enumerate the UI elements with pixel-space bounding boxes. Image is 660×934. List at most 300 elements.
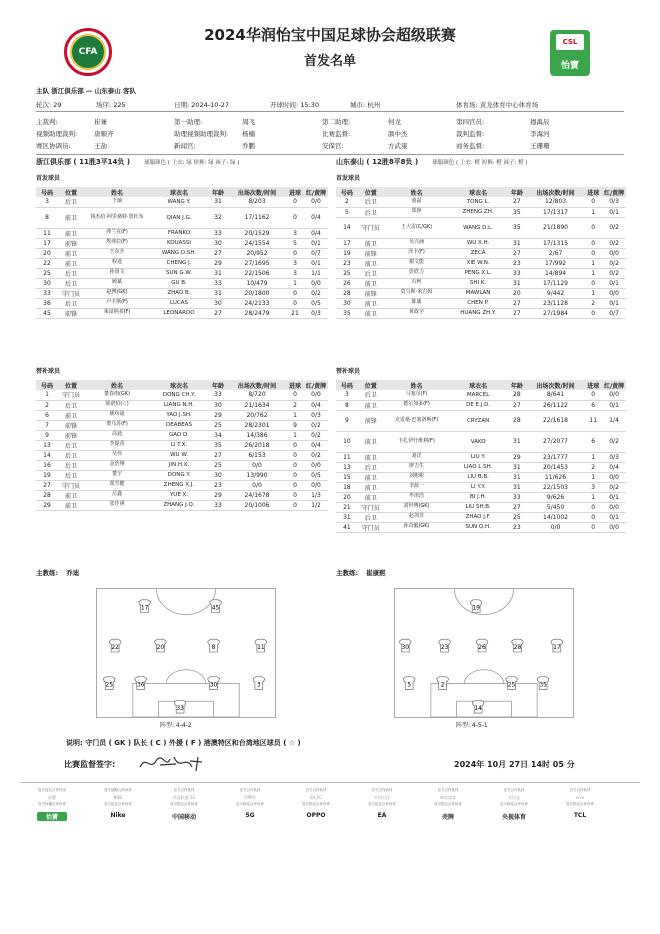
player-position: 前卫	[358, 278, 384, 288]
cfa-logo: CFA	[64, 28, 112, 76]
player-name: 郑雪健	[84, 480, 150, 490]
player-name: 埃弗拉(F)	[84, 238, 150, 248]
player-shirt	[154, 639, 166, 652]
goals: 0	[286, 197, 304, 207]
shirt-name: CRYZAN	[449, 410, 507, 431]
player-position: 守门员	[58, 288, 84, 298]
column-header: 位置	[358, 187, 384, 197]
player-age: 25	[208, 460, 228, 470]
away-formation: 阵型: 4-5-1	[456, 722, 488, 729]
table-row	[36, 460, 328, 470]
player-age: 25	[208, 420, 228, 430]
player-age: 23	[208, 480, 228, 490]
column-header: 出场次数/时间	[228, 380, 286, 390]
goals: 0	[286, 500, 304, 510]
cards: 0/0	[304, 278, 328, 288]
official-role: 助理视频助理裁判:	[174, 130, 229, 138]
appearances: 9/626	[527, 492, 585, 502]
page-title: 2024华润怡宝中国足球协会超级联赛	[204, 26, 456, 44]
player-number: 17	[36, 238, 58, 248]
svg-text:36: 36	[136, 682, 145, 689]
player-number: 31	[336, 512, 358, 522]
svg-text:5: 5	[407, 682, 412, 689]
column-header: 球衣名	[449, 187, 507, 197]
appearances: 20/1453	[527, 462, 585, 472]
goals: 0	[584, 238, 602, 248]
player-number: 16	[36, 460, 58, 470]
player-number: 8	[336, 400, 358, 410]
table-row	[336, 308, 626, 318]
sponsor-tag: 官方合作伙伴	[173, 788, 195, 792]
table-row	[36, 390, 328, 400]
home-starters-table	[36, 187, 328, 319]
goals: 21	[286, 308, 304, 318]
player-position: 后卫	[58, 400, 84, 410]
player-position: 前锋	[358, 410, 384, 431]
player-number: 20	[36, 248, 58, 258]
cards: 0/0	[602, 248, 626, 258]
sponsor-tag: 官方指定合作伙伴	[434, 802, 462, 806]
player-age: 23	[507, 522, 527, 532]
sponsor-tag: 官方合作伙伴	[503, 788, 525, 792]
table-row	[336, 268, 626, 278]
shirt-name: FRANKO	[150, 228, 208, 238]
column-header: 红/黄牌	[304, 380, 328, 390]
player-shirt	[537, 677, 549, 690]
player-number: 14	[36, 450, 58, 460]
player-position: 前卫	[358, 400, 384, 410]
player-position: 前卫	[358, 492, 384, 502]
sponsor-tag: 官方指定合作伙伴	[236, 802, 264, 806]
column-header: 红/黄牌	[602, 380, 626, 390]
cards: 0/3	[602, 452, 626, 462]
home-pitch	[96, 588, 276, 718]
player-age: 27	[507, 248, 527, 258]
sponsor-name: 支付宝	[508, 795, 520, 800]
official-role: 第四官员:	[456, 118, 485, 126]
cards: 0/1	[304, 258, 328, 268]
shirt-name: WANG D.L.	[449, 217, 507, 238]
shirt-name: DONG Y.	[150, 470, 208, 480]
appearances: 21/1634	[228, 400, 286, 410]
sponsor-logo[interactable]: 央视体育	[501, 814, 526, 821]
away-subs-table	[336, 380, 626, 533]
shirt-name: SUN Q.H.	[449, 522, 507, 532]
player-age: 29	[208, 258, 228, 268]
shirt-name: XIE W.N.	[449, 258, 507, 268]
player-name: 黄政宇	[384, 308, 450, 318]
player-age: 27	[507, 308, 527, 318]
appearances: 14/1002	[527, 512, 585, 522]
sponsor-logo[interactable]: Nike	[110, 812, 126, 819]
player-shirt	[208, 677, 220, 690]
goals: 1	[584, 472, 602, 482]
player-position: 后卫	[58, 278, 84, 288]
goals: 0	[584, 217, 602, 238]
column-header: 姓名	[84, 187, 150, 197]
svg-text:33: 33	[176, 706, 184, 713]
player-number: 11	[336, 452, 358, 462]
shirt-name: LIU B.B.	[449, 472, 507, 482]
player-position: 前卫	[358, 298, 384, 308]
table-row	[36, 480, 328, 490]
player-age: 31	[208, 268, 228, 278]
goals: 0	[584, 308, 602, 318]
column-header: 进球	[584, 187, 602, 197]
player-age: 31	[208, 197, 228, 207]
player-name: 泽卡(F)	[384, 248, 450, 258]
sponsor-tag: 官方指定合作伙伴	[302, 802, 330, 806]
player-number: 11	[36, 228, 58, 238]
goals: 9	[286, 420, 304, 430]
player-name: 莱昂纳多(F)	[84, 308, 150, 318]
cards: 0/1	[602, 512, 626, 522]
player-number: 14	[336, 217, 358, 238]
player-age: 30	[208, 238, 228, 248]
player-name: 赵博(GK)	[84, 288, 150, 298]
player-age: 35	[208, 440, 228, 450]
svg-text:35: 35	[539, 682, 547, 689]
player-age: 29	[208, 490, 228, 500]
goals: 0	[584, 248, 602, 258]
sponsor-tag: 官方冠名合作伙伴	[38, 788, 66, 792]
shirt-name: YUE X.	[150, 490, 208, 500]
shirt-name: KOUASSI	[150, 238, 208, 248]
official-name: 李海河	[530, 130, 550, 138]
shirt-name: WU X.H.	[449, 238, 507, 248]
player-number: 33	[36, 288, 58, 298]
player-name: 奥乌苏(F)	[84, 420, 150, 430]
goals: 0	[286, 207, 304, 228]
player-age: 33	[208, 278, 228, 288]
official-role: 安保官:	[322, 142, 344, 150]
player-position: 前卫	[58, 490, 84, 500]
player-position: 后卫	[58, 470, 84, 480]
appearances: 23/1128	[527, 298, 585, 308]
goals: 0	[286, 480, 304, 490]
appearances: 8/641	[527, 390, 585, 400]
sponsor-name: 中国石化	[374, 795, 390, 800]
official-role: 第一助理:	[174, 118, 203, 126]
sponsor-name: EA FC	[310, 795, 322, 800]
player-number: 9	[336, 410, 358, 431]
cards: 0/1	[602, 298, 626, 308]
sponsor-logo[interactable]: 壳牌	[441, 814, 454, 821]
player-shirt	[255, 639, 267, 652]
appearances: 2/67	[527, 248, 585, 258]
table-row	[36, 228, 328, 238]
player-shirt	[135, 677, 147, 690]
table-row	[336, 258, 626, 268]
table-row	[336, 482, 626, 492]
shirt-name: WANG Y.	[150, 197, 208, 207]
cards: 0/3	[304, 308, 328, 318]
cards: 0/0	[602, 472, 626, 482]
column-header: 位置	[358, 380, 384, 390]
player-age: 25	[507, 512, 527, 522]
cards: 1/3	[304, 490, 328, 500]
home-coach: 主教练: 乔迪	[36, 569, 80, 577]
player-name: 马塞尔(F)	[384, 390, 450, 400]
shirt-name: TONG L.	[449, 197, 507, 207]
table-row	[336, 390, 626, 400]
player-age: 28	[507, 410, 527, 431]
cards: 0/0	[304, 390, 328, 400]
player-number: 21	[336, 502, 358, 512]
player-position: 守门员	[358, 502, 384, 512]
appearances: 20/762	[228, 410, 286, 420]
player-name: 金浩翔	[84, 460, 150, 470]
goals: 2	[584, 462, 602, 472]
away-subs-label: 替补球员	[336, 368, 361, 375]
column-header: 姓名	[84, 380, 150, 390]
appearances: 27/1984	[527, 308, 585, 318]
shirt-name: DEABEAS	[150, 420, 208, 430]
player-age: 27	[208, 308, 228, 318]
sponsor-logo[interactable]: EA	[377, 812, 387, 819]
table-header	[36, 380, 328, 390]
appearances: 20/1006	[228, 500, 286, 510]
table-row	[36, 238, 328, 248]
player-number: 6	[36, 410, 58, 420]
cards: 0/0	[304, 460, 328, 470]
player-position: 前锋	[58, 238, 84, 248]
table-row	[36, 490, 328, 500]
player-number: 15	[336, 472, 358, 482]
appearances: 23/1777	[527, 452, 585, 462]
table-row	[36, 248, 328, 258]
table-header	[336, 187, 626, 197]
player-shirt	[439, 639, 451, 652]
svg-text:11: 11	[257, 645, 265, 652]
goals: 6	[584, 431, 602, 452]
shirt-name: JIN H.X.	[150, 460, 208, 470]
sponsor-logo[interactable]: TCL	[573, 812, 587, 819]
table-row	[36, 207, 328, 228]
cards: 0/3	[304, 410, 328, 420]
cards: 0/4	[304, 400, 328, 410]
player-position: 后卫	[358, 268, 384, 278]
player-shirt	[403, 677, 415, 690]
official-role: 视频助理裁判:	[36, 130, 78, 138]
home-formation: 阵型: 4-4-2	[160, 722, 192, 729]
sponsor-tag: 官方指定合作伙伴	[104, 802, 132, 806]
table-row	[36, 258, 328, 268]
goal-box	[456, 701, 511, 717]
svg-text:45: 45	[211, 605, 220, 612]
shirt-name: ZHAO J.F.	[449, 512, 507, 522]
player-age: 30	[208, 470, 228, 480]
player-name: 谢文能	[384, 258, 450, 268]
table-row	[336, 217, 626, 238]
player-age: 31	[507, 482, 527, 492]
player-age: 20	[507, 288, 527, 298]
appearances: 24/2133	[228, 298, 286, 308]
appearances: 10/479	[228, 278, 286, 288]
goals: 0	[584, 197, 602, 207]
table-header	[336, 380, 626, 390]
appearances: 17/992	[527, 258, 585, 268]
appearances: 11/626	[527, 472, 585, 482]
column-header: 号码	[36, 187, 58, 197]
column-header: 红/黄牌	[304, 187, 328, 197]
goals: 0	[286, 450, 304, 460]
table-row	[336, 472, 626, 482]
shirt-name: GU B.	[150, 278, 208, 288]
player-age: 27	[208, 248, 228, 258]
table-row	[36, 278, 328, 288]
divider	[36, 154, 624, 155]
svg-text:8: 8	[211, 645, 216, 652]
player-number: 17	[336, 238, 358, 248]
player-name: 卢卡斯(F)	[84, 298, 150, 308]
column-header: 球衣名	[150, 380, 208, 390]
appearances: 22/1618	[527, 410, 585, 431]
player-number: 10	[336, 431, 358, 452]
player-shirt	[470, 600, 482, 613]
table-row	[336, 410, 626, 431]
sponsor-logo[interactable]: OPPO	[306, 812, 326, 819]
player-name: 李源一	[384, 482, 450, 492]
appearances: 0/0	[527, 522, 585, 532]
appearances: 28/2301	[228, 420, 286, 430]
goals: 3	[286, 258, 304, 268]
sponsor-logo[interactable]: 中国移动	[171, 814, 196, 821]
sponsor-logo[interactable]: 5G	[245, 812, 255, 819]
table-row	[336, 288, 626, 298]
player-name: 梁诺恒(☆)	[84, 400, 150, 410]
svg-text:3: 3	[256, 682, 261, 689]
official-name: 乔鹏	[242, 142, 255, 150]
goals: 1	[286, 410, 304, 420]
svg-text:2: 2	[440, 682, 445, 689]
official-role: 主裁判:	[36, 118, 58, 126]
svg-text:30: 30	[209, 682, 218, 689]
svg-text:25: 25	[105, 682, 113, 689]
player-age: 33	[507, 492, 527, 502]
player-number: 18	[336, 482, 358, 492]
cards: 0/7	[304, 248, 328, 258]
official-name: 王珊珊	[530, 142, 550, 150]
shirt-name: HUANG ZH.Y.	[449, 308, 507, 318]
appearances: 8/203	[228, 197, 286, 207]
player-number: 7	[36, 420, 58, 430]
player-name: 吴兴涵	[384, 238, 450, 248]
sponsor-name: OPPO	[244, 795, 256, 800]
appearances: 26/1122	[527, 400, 585, 410]
away-team-header: 山东泰山 ( 12胜8平8负 ) 球服颜色 ( 上衣: 橙 短裤: 橙 袜子: 橙 )	[336, 158, 528, 166]
column-header: 年龄	[208, 187, 228, 197]
column-header: 红/黄牌	[602, 187, 626, 197]
sponsor-tag: 官方合作伙伴	[437, 788, 459, 792]
goals: 1	[286, 430, 304, 440]
shirt-name: SHI K.	[449, 278, 507, 288]
player-number: 8	[36, 207, 58, 228]
cards: 0/2	[304, 420, 328, 430]
player-number: 22	[36, 258, 58, 268]
svg-text:20: 20	[156, 645, 165, 652]
shirt-name: WANG D.SH.	[150, 248, 208, 258]
player-position: 后卫	[358, 462, 384, 472]
penalty-box	[133, 684, 239, 717]
table-row	[36, 197, 328, 207]
player-shirt	[253, 677, 265, 690]
goals: 0	[584, 502, 602, 512]
appearances: 0/0	[228, 460, 286, 470]
sponsor-logo[interactable]: 怡寶	[37, 812, 67, 821]
player-name: 王东升	[84, 248, 150, 258]
shirt-name: QIAN J.G.	[150, 207, 208, 228]
away-coach: 主教练: 崔康熙	[336, 569, 386, 577]
appearances: 17/1315	[527, 238, 585, 248]
player-position: 前卫	[58, 258, 84, 268]
player-age: 33	[208, 228, 228, 238]
shirt-name: DE E.J.D.	[449, 400, 507, 410]
appearances: 28/2479	[228, 308, 286, 318]
cards: 0/2	[602, 258, 626, 268]
player-shirt	[103, 677, 115, 690]
appearances: 17/1129	[527, 278, 585, 288]
shirt-name: PENG X.L.	[449, 268, 507, 278]
player-name: 钱杰给·阿里桑特·恩杜布	[84, 207, 150, 228]
away-pitch-diagram	[395, 589, 573, 717]
official-name: 杨楠	[242, 130, 255, 138]
appearances: 24/1678	[228, 490, 286, 500]
home-starters-label: 首发球员	[36, 175, 61, 182]
player-position: 前卫	[58, 410, 84, 420]
divider	[20, 782, 640, 783]
player-number: 45	[36, 308, 58, 318]
official-name: 周飞	[242, 118, 255, 126]
column-header: 球衣名	[449, 380, 507, 390]
player-position: 前锋	[58, 420, 84, 430]
player-name: 高迪	[84, 430, 150, 440]
player-age: 33	[507, 268, 527, 278]
home-team-header: 浙江俱乐部 ( 11胜3平14负 ) 球服颜色 ( 上衣: 绿 短裤: 绿 袜子: 绿 )	[36, 158, 240, 166]
penalty-arc	[464, 670, 503, 684]
cards: 0/3	[602, 197, 626, 207]
header	[0, 0, 660, 80]
player-number: 1	[36, 390, 58, 400]
appearances: 27/2077	[527, 431, 585, 452]
table-row	[36, 470, 328, 480]
svg-text:26: 26	[478, 645, 486, 652]
cards: 0/5	[304, 470, 328, 480]
home-pitch-diagram	[97, 589, 275, 717]
player-position: 后卫	[58, 460, 84, 470]
player-position: 前卫	[358, 308, 384, 318]
player-number: 19	[336, 248, 358, 258]
player-number: 27	[36, 480, 58, 490]
home-subs-label: 替补球员	[36, 368, 61, 375]
player-number: 19	[36, 470, 58, 480]
player-position: 前卫	[58, 248, 84, 258]
player-name: 克雷桑·巴塞洛斯(F)	[384, 410, 450, 431]
player-position: 前卫	[58, 228, 84, 238]
table-row	[336, 207, 626, 217]
goals: 0	[584, 522, 602, 532]
table-row	[336, 278, 626, 288]
center-circle	[156, 589, 215, 615]
appearances: 8/720	[228, 390, 286, 400]
player-number: 2	[336, 197, 358, 207]
csl-logo: CSL 怡寶	[550, 30, 590, 76]
player-name: 王大雷(C/GK)	[384, 217, 450, 238]
cards: 0/0	[304, 480, 328, 490]
goals: 1	[584, 258, 602, 268]
player-name: 赵剑非	[384, 512, 450, 522]
table-row	[336, 298, 626, 308]
